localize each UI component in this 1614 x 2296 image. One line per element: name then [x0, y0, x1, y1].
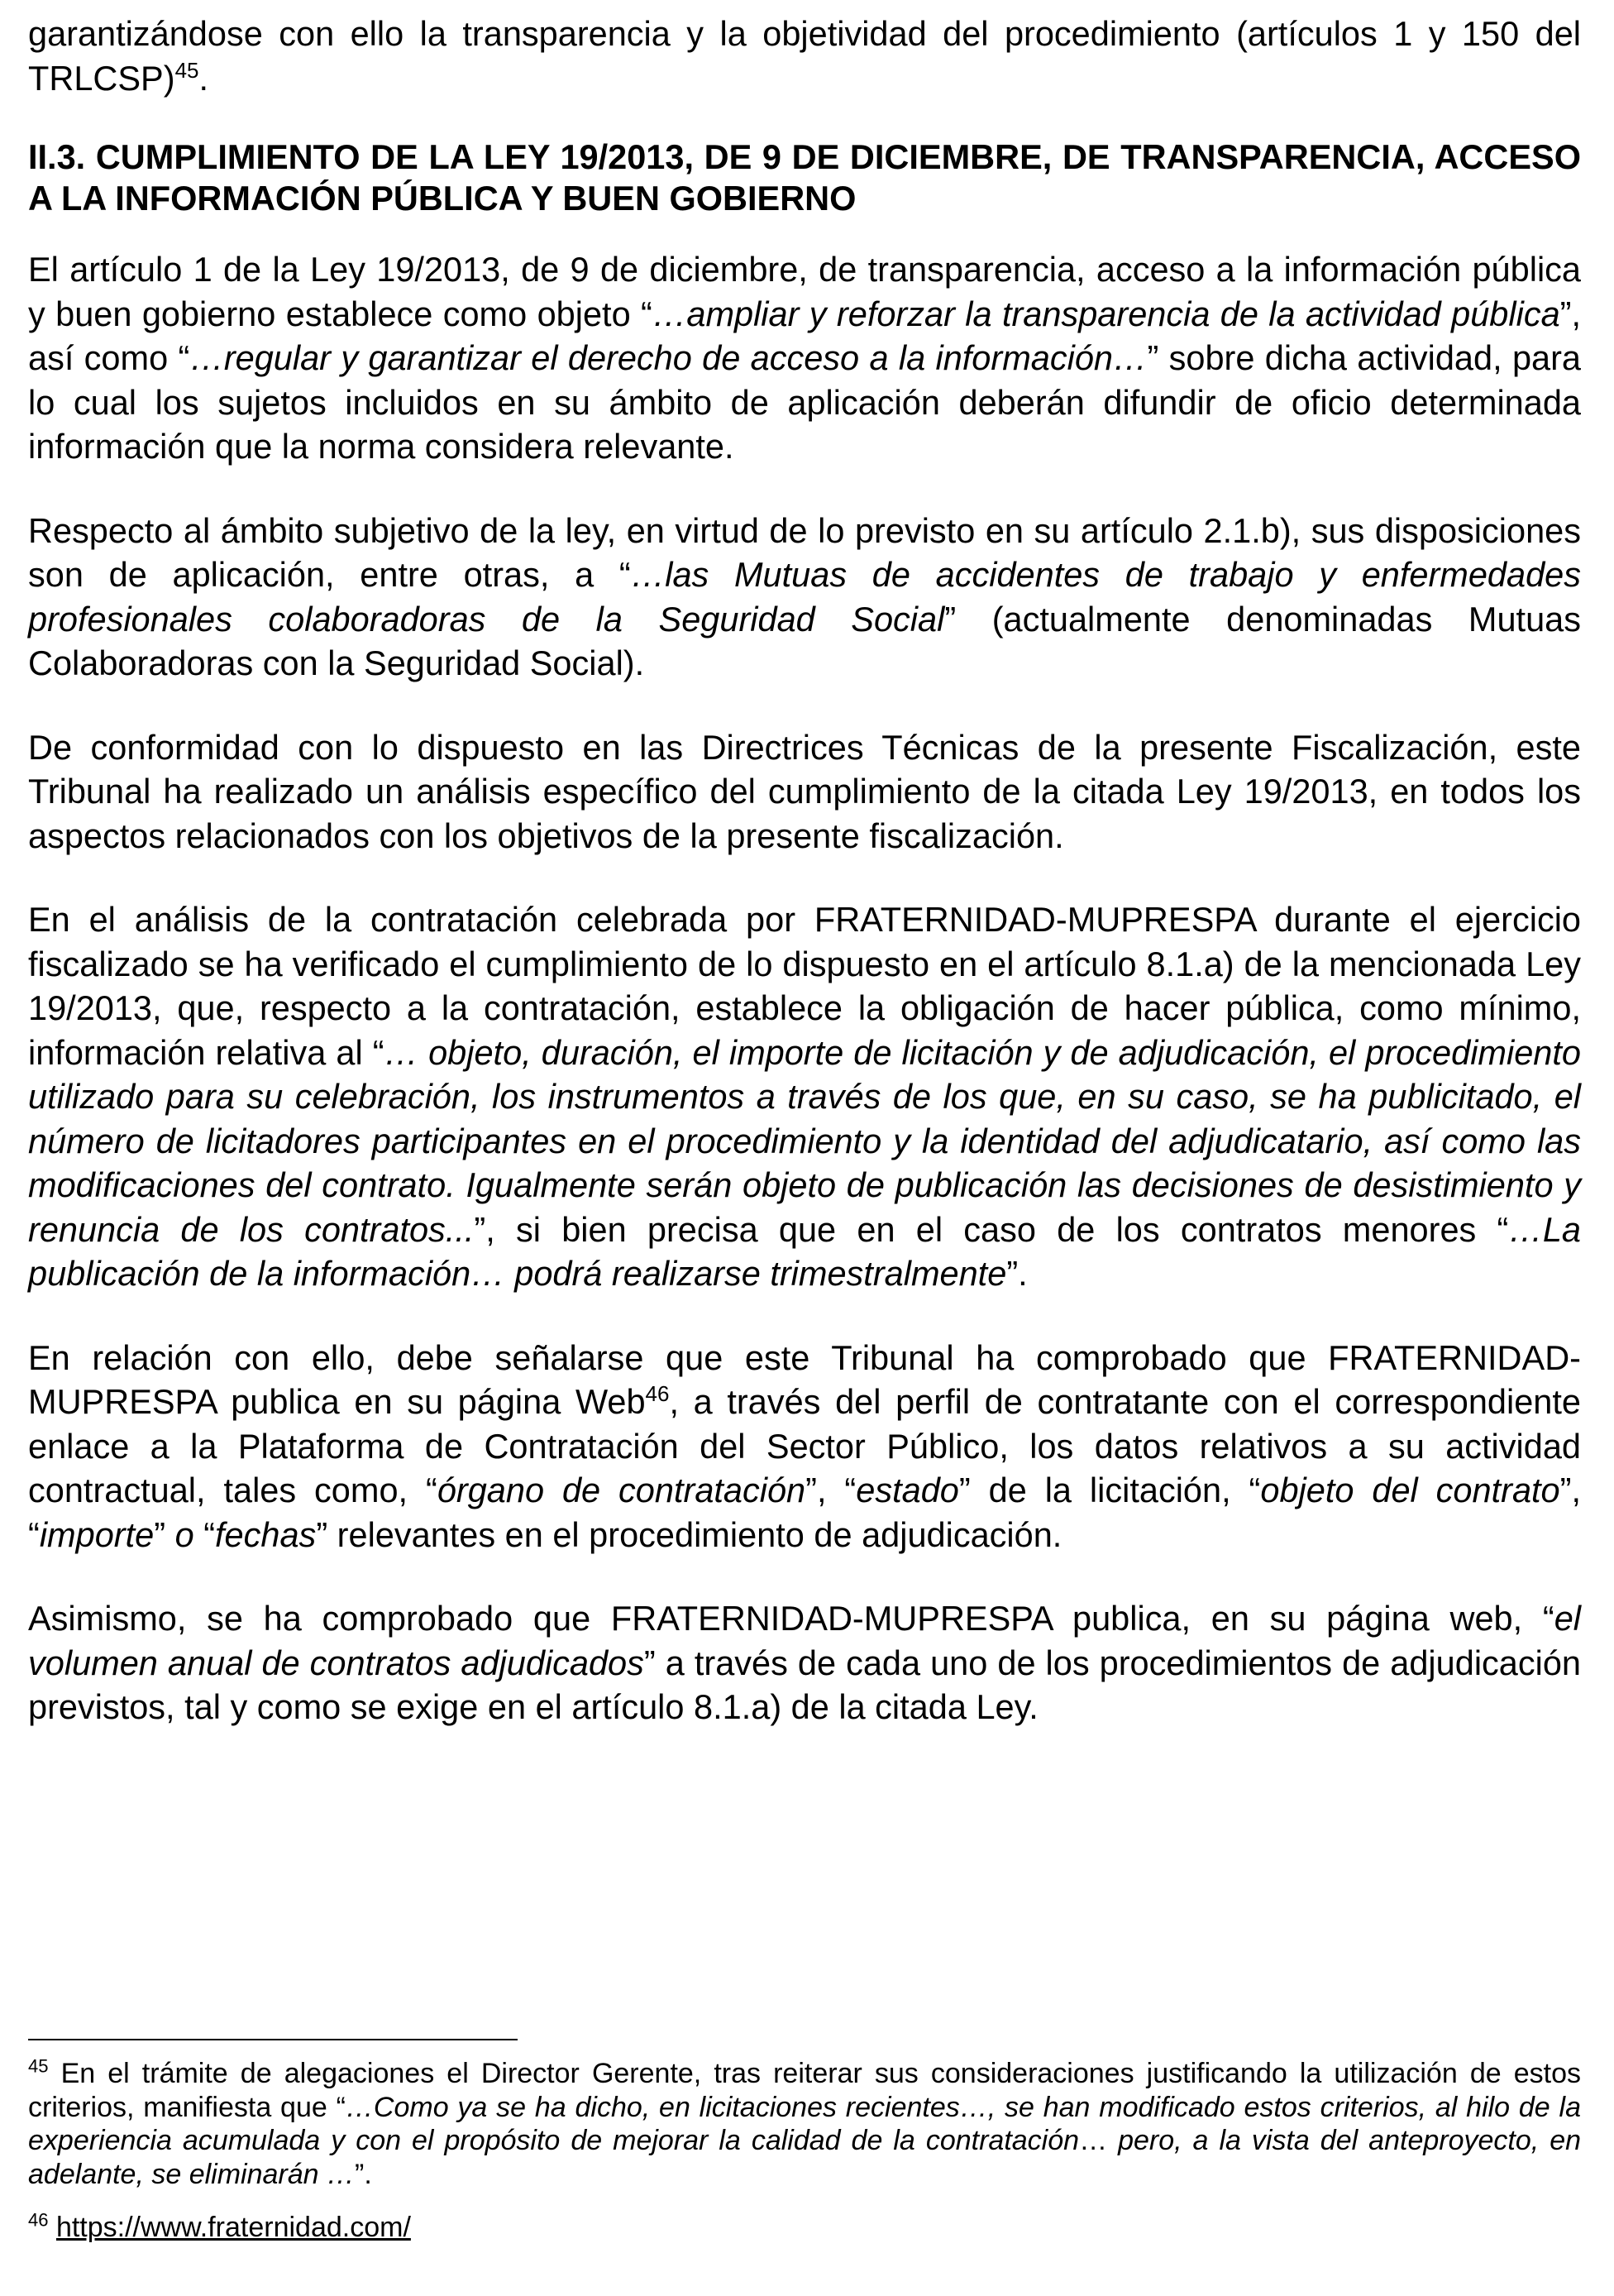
footnote-number: 46 — [28, 2209, 49, 2231]
paragraph-contracting-analysis: En el análisis de la contratación celebrada por FRATERNIDAD-MUPRESPA durante el ejercicio fiscalizado se ha verificado el cumplimiento de lo dispuesto en el artículo 8.1.a) de la mencionada Ley 19/2013, que, respecto a la contratación, establece la obligación de hacer pública, como mínimo, información relativa al “… objeto, duración, el importe de licitación y de adjudicación, el procedimiento utilizado para su celebración, los instrumentos a través de los que, en su caso, se ha publicitado, el número de licitadores participantes en el procedimiento y la identidad del adjudicatario, así como las modificaciones del contrato. Igualmente serán objeto de publicación las decisiones de desistimiento y renuncia de los contratos...”, si bien precisa que en el caso de los contratos menores “…La publicación de la información… podrá realizarse trimestralmente”. — [28, 900, 1581, 1293]
fraternidad-link[interactable]: https://www.fraternidad.com/ — [55, 2212, 411, 2243]
section-heading: II.3. CUMPLIMIENTO DE LA LEY 19/2013, DE 9 DE DICIEMBRE, DE TRANSPARENCIA, ACCESO A LA INFORMACIÓN PÚBLICA Y BUEN GOBIERNO — [28, 137, 1581, 218]
paragraph-annual-volume: Asimismo, se ha comprobado que FRATERNIDAD-MUPRESPA publica, en su página web, “el volumen anual de contratos adjudicados” a través de cada uno de los procedimientos de adjudicación previstos, tal y como se exige en el artículo 8.1.a) de la citada Ley. — [28, 1599, 1581, 1726]
paragraph-subjective-scope: Respecto al ámbito subjetivo de la ley, en virtud de lo previsto en su artículo 2.1.b), sus disposiciones son de aplicación, entre otras, a “…las Mutuas de accidentes de trabajo y enfermedades profesionales colaboradoras de la Seguridad Social” (actualmente denominadas Mutuas Colaboradoras con la Seguridad Social). — [28, 510, 1582, 682]
footnote-46 — [28, 2211, 1581, 2245]
document-body — [28, 12, 1581, 1729]
footnote-ref-46[interactable]: 46 — [645, 1381, 670, 1407]
paragraph-technical-directives: De conformidad con lo dispuesto en las Directrices Técnicas de la presente Fiscalización, este Tribunal ha realizado un análisis específico del cumplimiento de la citada Ley 19/2013, en todos los aspectos relacionados con los objetivos de la presente fiscalización. — [28, 727, 1581, 855]
paragraph-article-1: El artículo 1 de la Ley 19/2013, de 9 de diciembre, de transparencia, acceso a la información pública y buen gobierno establece como objeto “…ampliar y reforzar la transparencia de la actividad pública”, así como “…regular y garantizar el derecho de acceso a la información…” sobre dicha actividad, para lo cual los sujetos incluidos en su ámbito de aplicación deberán difundir de oficio determinada información que la norma considera relevante. — [28, 250, 1582, 466]
paragraph-web-publication: En relación con ello, debe señalarse que este Tribunal ha comprobado que FRATERNIDAD-MUPRESPA publica en su página Web$^{46}$, a través del perfil de contratante con el correspondiente enlace a la Plataforma de Contratación del Sector Público, los datos relativos a su actividad contractual, tales como, “órgano de contratación”, “estado” de la licitación, “objeto del contrato”, “importe” o “fechas” relevantes en el procedimiento de adjudicación. — [28, 1337, 1581, 1554]
footnote-number: 45 — [28, 2055, 49, 2077]
footnote-45: $^{45}$ En el trámite de alegaciones el Director Gerente, tras reiterar sus consideraciones justificando la utilización de estos criterios, manifiesta que “…Como ya se ha dicho, en licitaciones recientes…, se han modificado estos criterios, al hilo de la experiencia acumulada y con el propósito de mejorar la calidad de la contratación… pero, a la vista del anteproyecto, en adelante, se eliminarán …”. — [28, 2055, 1582, 2190]
footnote-separator — [28, 2039, 518, 2040]
footnotes — [28, 2039, 1581, 2245]
paragraph-intro: garantizándose con ello la transparencia y la objetividad del procedimiento (artículos 1 y 150 del TRLCSP)$^{45}$. — [28, 14, 1581, 98]
footnote-ref-45[interactable]: 45 — [174, 57, 199, 83]
